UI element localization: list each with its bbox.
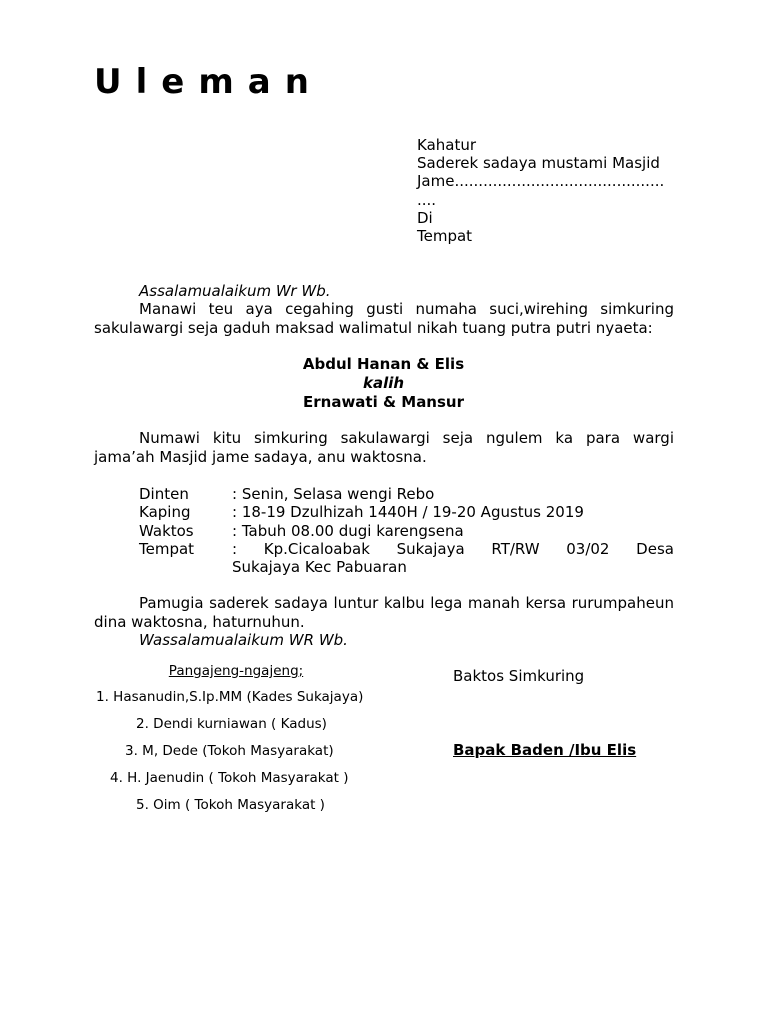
detail-value-word: : bbox=[232, 539, 238, 558]
intro-paragraph bbox=[94, 300, 674, 337]
address-line: Di bbox=[417, 208, 433, 227]
detail-label: Dinten bbox=[139, 485, 189, 503]
detail-value: : 18-19 Dzulhizah 1440H / 19-20 Agustus 2019 bbox=[232, 503, 584, 522]
signer-name: Bapak Baden /Ibu Elis bbox=[453, 741, 637, 759]
address-line: Saderek sadaya mustami Masjid bbox=[417, 154, 660, 173]
detail-label: Kaping bbox=[139, 503, 191, 522]
detail-row bbox=[139, 540, 674, 577]
detail-label: Waktos bbox=[139, 521, 194, 540]
event-details bbox=[139, 485, 674, 576]
couple-joiner: kalih bbox=[362, 374, 405, 392]
couple-second: Ernawati & Mansur bbox=[303, 393, 464, 411]
intro-text: Manawi teu aya cegahing gusti numaha suci,wirehing simkuring sakulawargi seja gaduh maksad walimatul nikah tuang putra putri nyaeta: bbox=[94, 300, 674, 337]
address-line: Kahatur bbox=[417, 136, 477, 154]
committee-member: 4. H. Jaenudin ( Tokoh Masyarakat ) bbox=[110, 770, 349, 786]
closing-paragraph bbox=[94, 594, 674, 631]
detail-value-word: RT/RW bbox=[491, 539, 540, 558]
couple-names bbox=[94, 355, 674, 412]
detail-value-word: Desa bbox=[636, 539, 674, 558]
committee-title: Pangajeng-ngajeng; bbox=[168, 663, 304, 679]
couple-first: Abdul Hanan & Elis bbox=[302, 355, 465, 373]
address-line: .... bbox=[417, 190, 437, 209]
invitation-text: Numawi kitu simkuring sakulawargi seja ngulem ka para wargi jama’ah Masjid jame sadaya, anu waktosna. bbox=[94, 429, 674, 466]
detail-value-wrap bbox=[232, 540, 674, 577]
address-line: Jame............................................ bbox=[417, 172, 665, 191]
detail-value-continued: Sukajaya Kec Pabuaran bbox=[232, 558, 407, 577]
farewell: Wassalamualaikum WR Wb. bbox=[139, 631, 348, 649]
detail-row bbox=[139, 485, 674, 503]
signoff: Baktos Simkuring bbox=[453, 667, 585, 685]
detail-row bbox=[139, 522, 674, 540]
committee-member: 1. Hasanudin,S.Ip.MM (Kades Sukajaya) bbox=[96, 689, 364, 705]
detail-value-word: 03/02 bbox=[566, 539, 610, 558]
detail-value: : Tabuh 08.00 dugi karengsena bbox=[232, 521, 464, 540]
committee-member: 2. Dendi kurniawan ( Kadus) bbox=[136, 716, 327, 732]
invitation-paragraph bbox=[94, 429, 674, 466]
detail-value-word: Sukajaya bbox=[396, 539, 465, 558]
detail-label: Tempat bbox=[139, 539, 195, 558]
closing-text: Pamugia saderek sadaya luntur kalbu lega manah kersa rurumpaheun dina waktosna, haturnuhun. bbox=[94, 594, 674, 631]
document-title: Uleman bbox=[94, 62, 323, 102]
committee-member: 3. M, Dede (Tokoh Masyarakat) bbox=[125, 743, 334, 759]
detail-value: : Senin, Selasa wengi Rebo bbox=[232, 485, 435, 503]
detail-value bbox=[232, 540, 674, 558]
address-line: Tempat bbox=[417, 227, 473, 246]
recipient-address bbox=[417, 136, 664, 245]
greeting: Assalamualaikum Wr Wb. bbox=[139, 282, 331, 300]
detail-value-word: Kp.Cicaloabak bbox=[263, 539, 370, 558]
committee-member: 5. Oim ( Tokoh Masyarakat ) bbox=[136, 797, 325, 813]
detail-row bbox=[139, 503, 674, 521]
